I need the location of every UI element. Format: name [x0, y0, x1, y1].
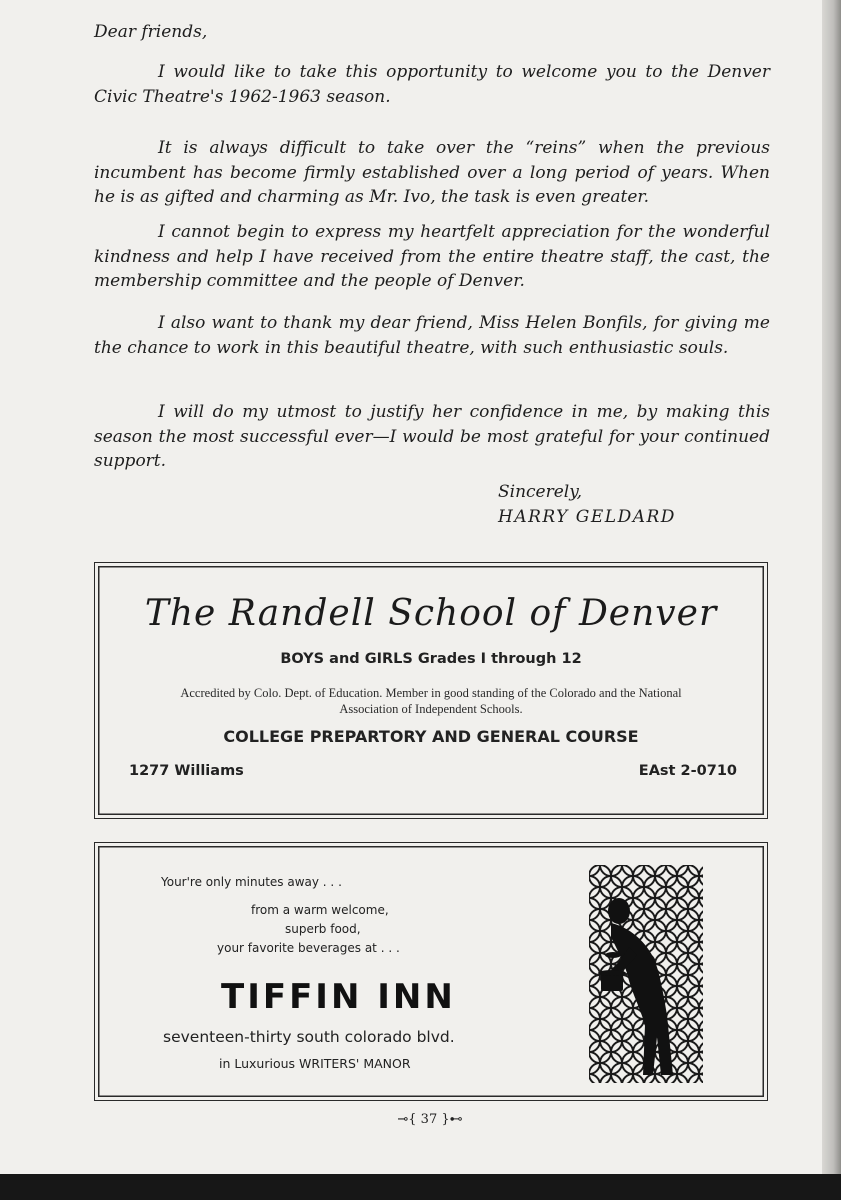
tiffin-street: seventeen-thirty south colorado blvd.: [163, 1028, 455, 1046]
letter-signature: HARRY GELDARD: [498, 507, 676, 527]
randell-school-ad: [94, 562, 768, 819]
randell-course: COLLEGE PREPARTORY AND GENERAL COURSE: [223, 727, 639, 746]
tiffin-inn-name: TIFFIN INN: [221, 977, 456, 1017]
tiffin-line-1: Your're only minutes away . . .: [161, 875, 342, 889]
tiffin-line-4: your favorite beverages at . . .: [217, 941, 400, 955]
letter-paragraph-2: It is always difficult to take over the “reins” when the previous incumbent has become firmly established over a long period of years. When he is as gifted and charming as Mr. Ivo, the task is even greater.: [94, 138, 770, 207]
randell-phone: EAst 2-0710: [638, 763, 737, 779]
waiter-illustration: [589, 865, 703, 1083]
tiffin-inn-ad: [94, 842, 768, 1101]
randell-school-title: The Randell School of Denver: [144, 593, 718, 634]
page-number-value: 37: [420, 1112, 438, 1127]
tiffin-manor: in Luxurious WRITERS' MANOR: [219, 1056, 411, 1071]
letter-paragraph-4: I also want to thank my dear friend, Miss Helen Bonfils, for giving me the chance to work in this beautiful theatre, with such enthusiastic souls.: [94, 313, 770, 358]
randell-address: 1277 Williams: [129, 763, 244, 779]
letter-paragraph-5: I will do my utmost to justify her confidence in me, by making this season the most successful ever—I would be most grateful for your continued support.: [94, 402, 770, 471]
letter-paragraph-1: I would like to take this opportunity to welcome you to the Denver Civic Theatre's 1962-1963 season.: [94, 62, 770, 107]
letter-salutation: Dear friends,: [94, 22, 208, 42]
letter-paragraph-3: I cannot begin to express my heartfelt appreciation for the wonderful kindness and help I have received from the entire theatre staff, the cast, the membership committee and the people of Denver.: [94, 222, 770, 291]
randell-accreditation: Accredited by Colo. Dept. of Education. Member in good standing of the Colorado and the National Association of Independent Schools.: [180, 686, 682, 716]
scan-bottom-border: [0, 1174, 841, 1200]
left-ornament: ⊸{: [397, 1112, 417, 1127]
tiffin-line-3: superb food,: [285, 922, 361, 936]
tiffin-line-2: from a warm welcome,: [251, 903, 389, 917]
letter-closing: Sincerely,: [498, 482, 582, 502]
right-ornament: }⊷: [441, 1112, 463, 1127]
randell-grades: BOYS and GIRLS Grades I through 12: [280, 651, 582, 667]
page-edge-shadow: [822, 0, 841, 1174]
page-number: [380, 1112, 480, 1127]
